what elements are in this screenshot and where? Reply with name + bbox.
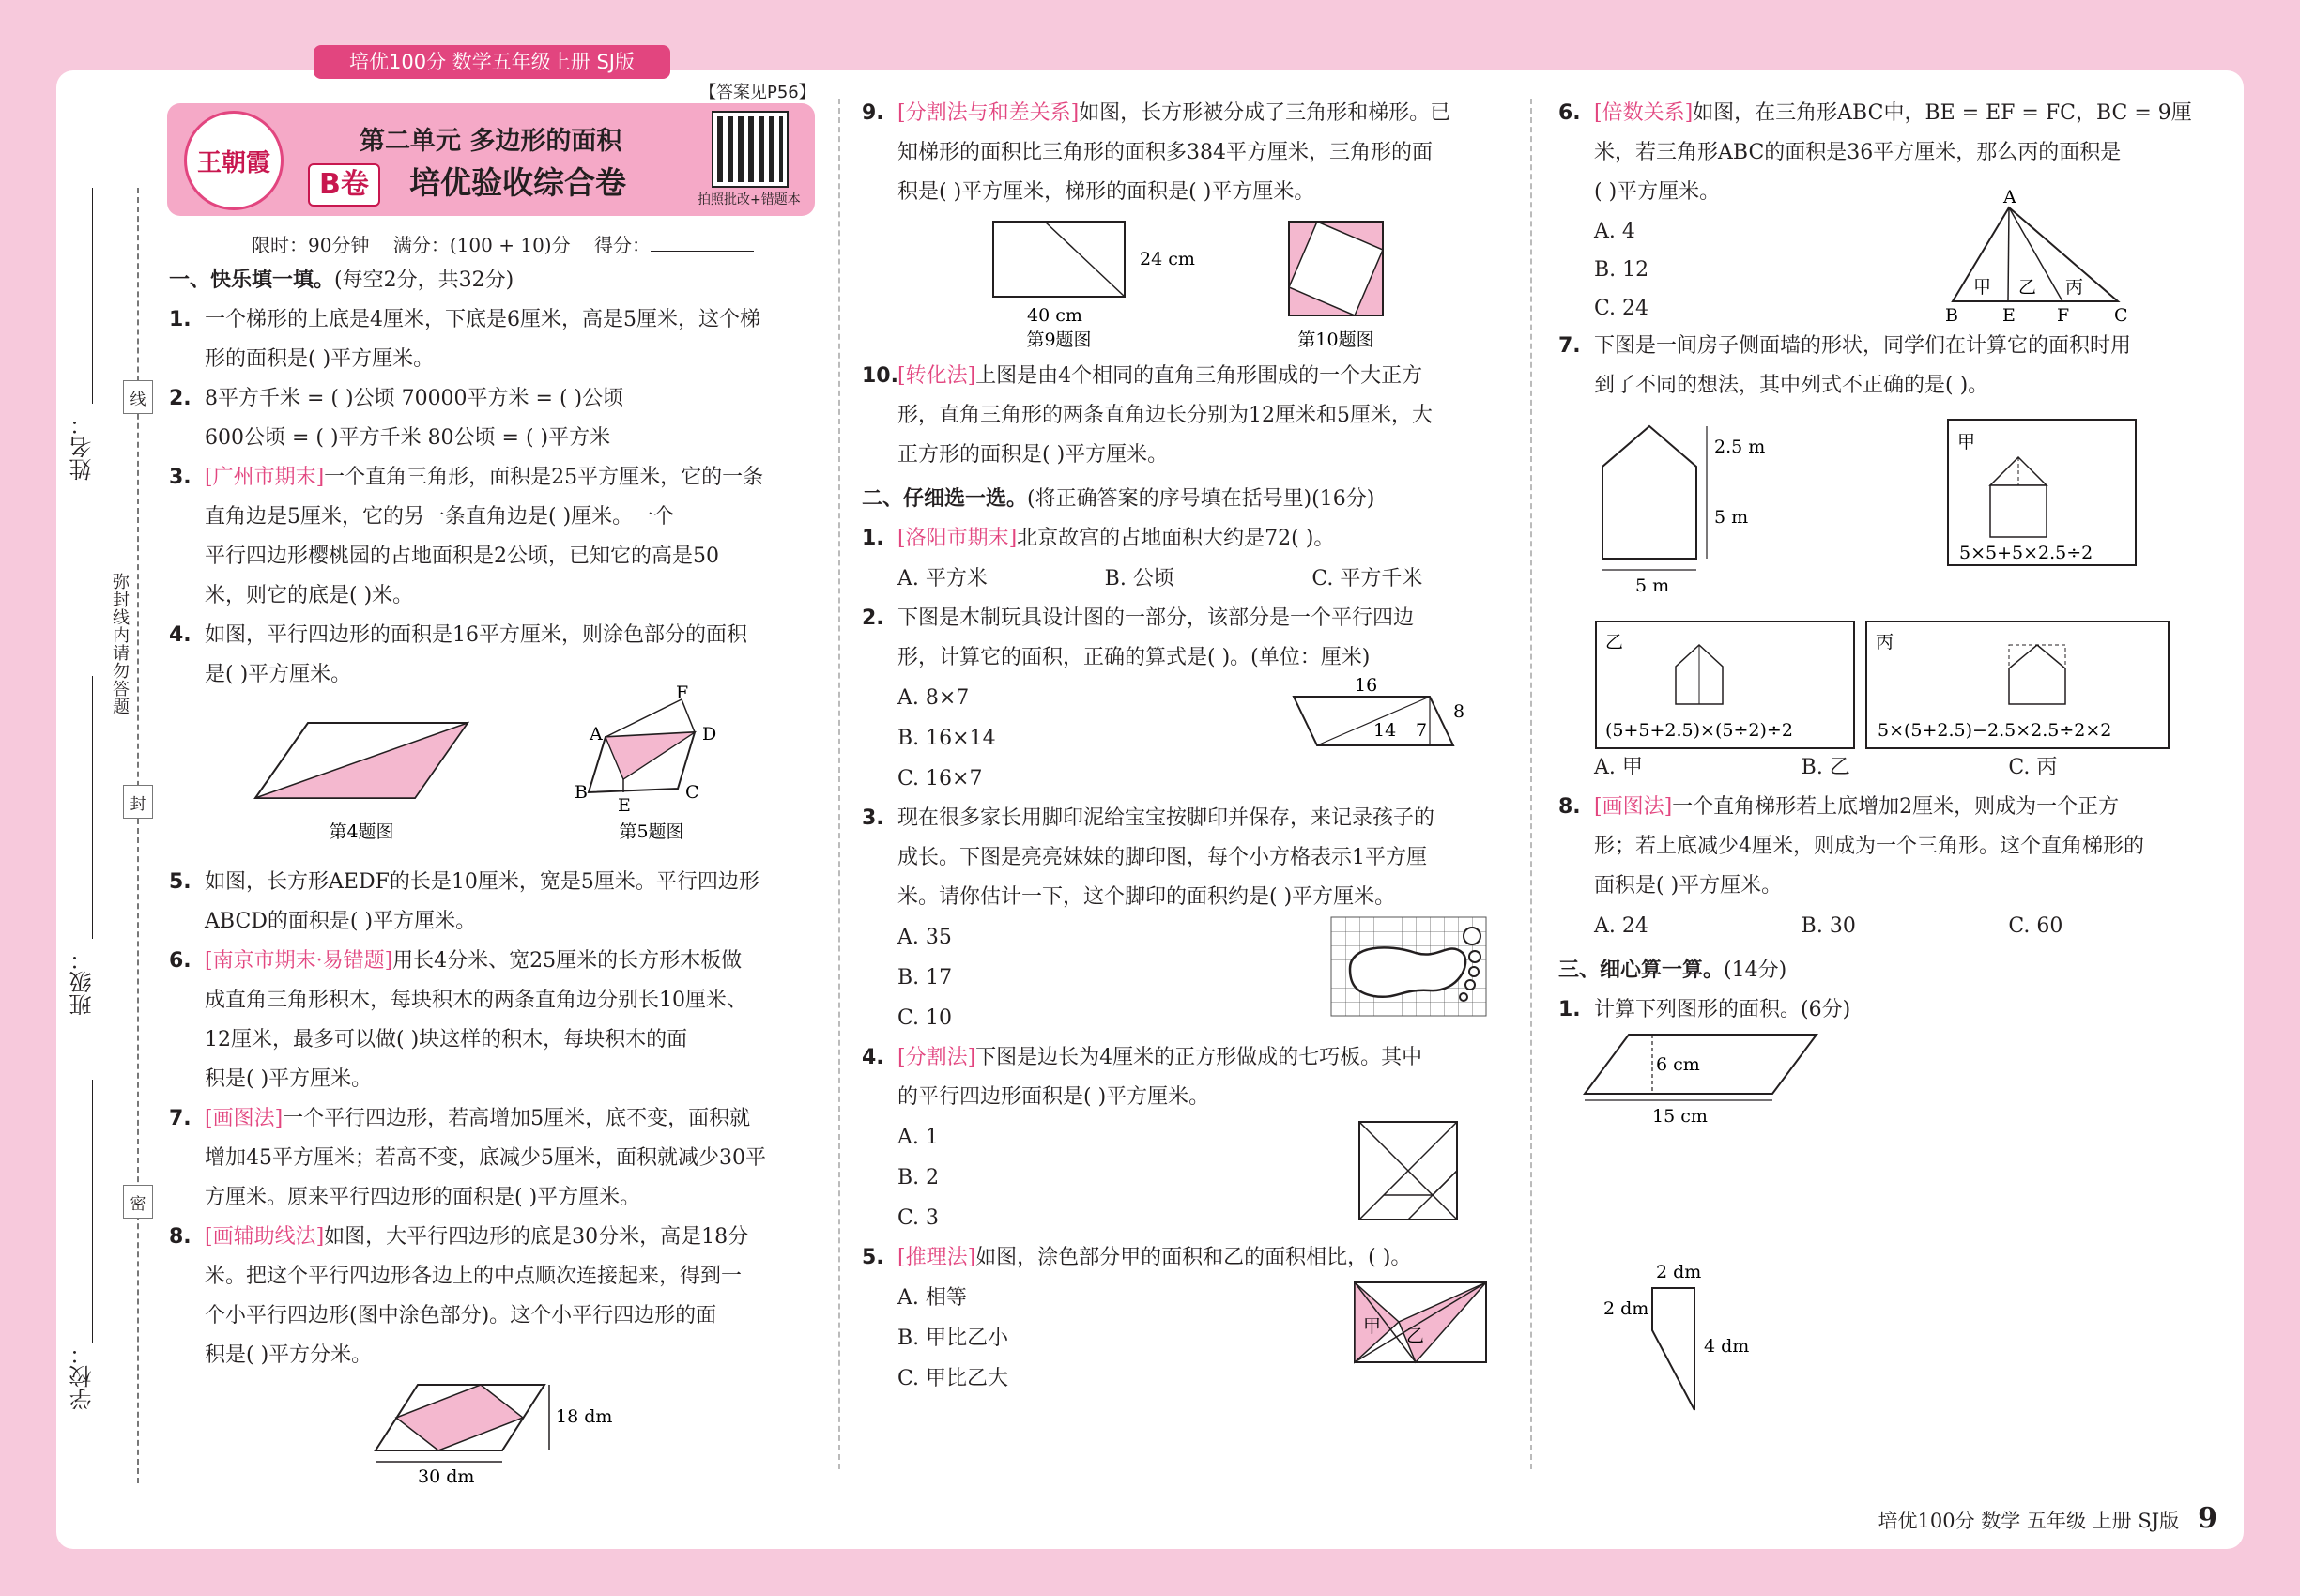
q-text: 积是( )平方分米。 [205, 1343, 373, 1367]
q-text: 形的面积是( )平方厘米。 [205, 347, 435, 371]
q-text: 如图，涂色部分甲的面积和乙的面积相比，( )。 [975, 1246, 1412, 1269]
page-footer [1878, 1502, 2217, 1535]
q-text: 面积是( )平方厘米。 [1594, 874, 1783, 898]
c2-label-16: 16 [1355, 675, 1378, 696]
q-tag: [画图法] [1594, 795, 1673, 819]
answer-reference: 【答案见P56】 [699, 83, 816, 102]
choice-8-options [1594, 906, 2216, 946]
paper-badge: B卷 [308, 163, 380, 207]
qr-code-icon[interactable] [713, 113, 787, 186]
q-number: 5. [862, 1246, 884, 1269]
q-number: 2. [862, 606, 884, 630]
score-blank[interactable] [651, 251, 754, 252]
choice-7-figures [1558, 406, 2216, 744]
option-a[interactable]: A. 35 [897, 926, 952, 949]
calc-trapezoid [1652, 1288, 1694, 1410]
choice-5-body [862, 1278, 1519, 1399]
q-number: 7. [1558, 334, 1581, 358]
option-c[interactable]: C. 24 [1594, 297, 1649, 320]
fig5-label-e: E [618, 795, 631, 816]
option-c[interactable]: C. 60 [2008, 914, 2063, 938]
brand-logo: 王朝霞 [184, 111, 284, 210]
choice-7-options [1594, 747, 2216, 788]
section-3-title [1558, 954, 2216, 983]
c6-label-a: A [2003, 187, 2016, 207]
q-text: 积是( )平方厘米，梯形的面积是( )平方厘米。 [897, 180, 1315, 204]
c2-label-8: 8 [1453, 701, 1465, 722]
q-number: 7. [169, 1107, 192, 1130]
choice-7 [1558, 327, 2216, 406]
qr-caption: 拍照批改+错题本 [698, 192, 801, 207]
q-text: 如图，大平行四边形的底是30分米，高是18分 [324, 1225, 749, 1249]
question-8 [169, 1218, 826, 1375]
fig4-caption: 第4题图 [329, 821, 394, 842]
q-number: 5. [169, 870, 192, 894]
q-tag: [画图法] [205, 1107, 284, 1130]
q-text: 米。请你估计一下，这个脚印的面积约是( )平方厘米。 [897, 885, 1396, 909]
q-text: 600公顷 = ( )平方千米 80公顷 = ( )平方米 [205, 426, 611, 450]
book-tab: 培优100分 数学五年级上册 SJ版 [314, 45, 670, 79]
question-4 [169, 616, 826, 695]
fig5-caption: 第5题图 [619, 821, 684, 842]
calc-trap-right-label: 4 dm [1704, 1336, 1750, 1357]
option-b[interactable]: B. 16×14 [897, 727, 996, 750]
question-5 [169, 863, 826, 942]
c6-label-f: F [2057, 305, 2070, 326]
section-1-note: (每空2分，共32分) [334, 269, 514, 292]
fig8-height-label: 18 dm [556, 1406, 613, 1427]
q-number: 3. [169, 466, 192, 489]
option-c[interactable]: C. 10 [897, 1006, 953, 1030]
page-number: 9 [2198, 1502, 2217, 1535]
option-c[interactable]: C. 3 [897, 1206, 940, 1230]
calc-1 [1558, 990, 2216, 1030]
full-score: 满分：(100 + 10)分 [392, 234, 571, 256]
option-c[interactable]: C. 平方千米 [1311, 567, 1423, 591]
q-text: 直角边是5厘米，它的另一条直角边是( )厘米。一个 [205, 505, 675, 529]
q-number: 9. [862, 101, 884, 125]
fig5-label-b: B [575, 782, 588, 803]
school-label: 学校： [69, 1343, 96, 1410]
option-b[interactable]: B. 12 [1594, 258, 1649, 282]
q-text: 成长。下图是亮亮妹妹的脚印图，每个小方格表示1平方厘 [897, 846, 1427, 869]
calc-para-base-label: 15 cm [1652, 1106, 1708, 1127]
name-line[interactable] [92, 188, 93, 404]
house-wall-label: 5 m [1714, 507, 1749, 528]
fig5-label-f: F [676, 683, 689, 703]
fig9-width-label: 40 cm [1027, 305, 1082, 326]
toe-3 [1469, 967, 1479, 976]
c6-label-yi: 乙 [2018, 277, 2037, 298]
seal-tag-mi: 密 [123, 1185, 153, 1219]
option-b[interactable]: B. 乙 [1801, 756, 1850, 779]
method-jia-label: 甲 [1957, 432, 1976, 453]
class-label: 班级： [69, 948, 96, 1016]
fig5-label-a: A [590, 724, 603, 744]
choice-6-figure [1934, 187, 2140, 326]
house-roof-label: 2.5 m [1714, 437, 1766, 457]
q-number: 1. [1558, 998, 1581, 1021]
choice-3 [862, 799, 1519, 917]
time-limit: 限时：90分钟 [252, 234, 370, 256]
question-3 [169, 458, 826, 616]
q-tag: [分割法与和差关系] [897, 101, 1080, 125]
c6-label-jia: 甲 [1973, 277, 1992, 298]
option-b[interactable]: B. 公顷 [1104, 567, 1174, 591]
q-text: 米，则它的底是( )米。 [205, 584, 414, 607]
q-text: 如图，长方形AEDF的长是10厘米，宽是5厘米。平行四边形 [205, 870, 759, 894]
q-text: 现在很多家长用脚印泥给宝宝按脚印并保存，来记录孩子的 [897, 806, 1435, 830]
choice-2 [862, 599, 1519, 678]
section-2-label: 二、仔细选一选。 [862, 487, 1028, 511]
score-label: 得分： [594, 234, 652, 256]
choice-1-options [897, 559, 1519, 599]
q-text: 成直角三角形积木，每块积木的两条直角边分别长10厘米、 [205, 989, 747, 1012]
c2-label-14: 14 [1373, 720, 1397, 741]
toe-1 [1464, 928, 1480, 944]
q-number: 8. [169, 1225, 192, 1249]
class-line[interactable] [92, 676, 93, 939]
choice-4 [862, 1038, 1519, 1117]
q-text: 计算下列图形的面积。(6分) [1594, 998, 1851, 1021]
column-1 [169, 264, 826, 1492]
column-divider-2 [1530, 99, 1532, 1469]
house-width-label: 5 m [1635, 575, 1670, 596]
q-text: 8平方千米 = ( )公顷 70000平方米 = ( )公顷 [205, 387, 624, 410]
q-text: ( )平方厘米。 [1594, 180, 1721, 204]
q-text: 一个直角梯形若上底增加2厘米，则成为一个正方 [1672, 795, 2120, 819]
fig9-caption: 第9题图 [1026, 330, 1092, 350]
question-2 [169, 379, 826, 458]
seal-tag-xian: 线 [123, 380, 153, 414]
q-text: 平行四边形樱桃园的占地面积是2公顷，已知它的高是50 [205, 545, 719, 568]
q-text: 是( )平方厘米。 [205, 663, 352, 686]
q-number: 6. [1558, 101, 1581, 125]
calc-para-height-label: 6 cm [1656, 1054, 1700, 1075]
calc-figures [1558, 1030, 2216, 1499]
unit-title: 第二单元 多边形的面积 [360, 127, 622, 156]
q-text: 用长4分米、宽25厘米的长方形木板做 [392, 949, 743, 973]
fig9-height-label: 24 cm [1140, 249, 1195, 269]
section-1-label: 一、快乐填一填。 [169, 269, 335, 292]
exam-meta [252, 230, 754, 257]
seal-tag-feng: 封 [123, 785, 153, 819]
header-banner [167, 103, 815, 216]
q-text: 下图是一间房子侧面墙的形状，同学们在计算它的面积时用 [1594, 334, 2132, 358]
q-number: 4. [169, 623, 192, 647]
q-tag: [洛阳市期末] [897, 527, 1018, 550]
option-a[interactable]: A. 1 [897, 1126, 939, 1149]
method-jia-formula: 5×5+5×2.5÷2 [1959, 543, 2093, 563]
toe-4 [1465, 980, 1475, 990]
choice-5 [862, 1238, 1519, 1278]
method-bing-formula: 5×(5+2.5)−2.5×2.5÷2×2 [1878, 720, 2112, 741]
section-2-title [862, 483, 1519, 512]
q-text: 一个梯形的上底是4厘米，下底是6厘米，高是5厘米，这个梯 [205, 308, 760, 331]
method-bing-label: 丙 [1876, 632, 1894, 652]
q-tag: [转化法] [897, 364, 976, 388]
figures-4-5 [169, 683, 826, 859]
tangram-figure [1355, 1117, 1467, 1225]
q-text: 的平行四边形面积是( )平方厘米。 [897, 1085, 1210, 1109]
choice-2-body [862, 675, 1519, 799]
q-text: 北京故宫的占地面积大约是72( )。 [1017, 527, 1335, 550]
question-10 [862, 357, 1519, 475]
q-text: 一个直角三角形，面积是25平方厘米，它的一条 [324, 466, 764, 489]
question-9 [862, 94, 1519, 212]
q-number: 10. [862, 364, 898, 388]
q-text: 形，直角三角形的两条直角边长分别为12厘米和5厘米，大 [897, 404, 1433, 427]
fig9-rect [993, 222, 1125, 297]
c6-line-ae [2008, 207, 2009, 301]
choice-8 [1558, 788, 2216, 906]
q-text: 增加45平方厘米；若高不变，底减少5厘米，面积就减少30平 [205, 1146, 766, 1170]
q-text: 形，计算它的面积，正确的算式是( )。(单位：厘米) [897, 646, 1371, 669]
section-3-note: (14分) [1724, 959, 1787, 982]
school-line[interactable] [92, 1080, 93, 1343]
option-c[interactable]: C. 16×7 [897, 767, 983, 790]
q-text: 下图是边长为4厘米的正方形做成的七巧板。其中 [975, 1046, 1423, 1069]
choice-4-body [862, 1117, 1519, 1238]
section-1-title [169, 264, 826, 293]
option-b[interactable]: B. 30 [1801, 914, 1856, 938]
q-text: 一个平行四边形，若高增加5厘米，底不变，面积就 [283, 1107, 751, 1130]
fig5-label-d: D [702, 724, 717, 744]
option-a[interactable]: A. 24 [1594, 914, 1648, 938]
q-number: 4. [862, 1046, 884, 1069]
choice-1 [862, 519, 1519, 559]
calc-trap-top-label: 2 dm [1656, 1262, 1702, 1282]
toe-5 [1460, 993, 1467, 1001]
q-text: 到了不同的想法，其中列式不正确的是( )。 [1594, 374, 1989, 397]
q-text: 米。把这个平行四边形各边上的中点顺次连接起来，得到一 [205, 1265, 743, 1288]
method-yi-label: 乙 [1605, 632, 1624, 652]
q-text: ABCD的面积是( )平方厘米。 [205, 910, 477, 933]
section-2-note: (将正确答案的序号填在括号里)(16分) [1027, 487, 1375, 511]
calc-trap-left-label: 2 dm [1603, 1298, 1649, 1319]
q-number: 1. [169, 308, 192, 331]
option-a[interactable]: A. 甲 [1594, 756, 1643, 779]
question-1 [169, 300, 826, 379]
house-outline [1602, 426, 1696, 559]
toe-2 [1469, 951, 1480, 962]
q-text: 如图，在三角形ABC中，BE = EF = FC，BC = 9厘 [1693, 101, 2192, 125]
method-yi-formula: (5+5+2.5)×(5÷2)÷2 [1605, 720, 1793, 741]
q-text: 个小平行四边形(图中涂色部分)。这个小平行四边形的面 [205, 1304, 717, 1327]
option-b[interactable]: B. 甲比乙小 [897, 1327, 1009, 1350]
q-tag: [广州市期末] [205, 466, 325, 489]
name-label: 姓名： [69, 413, 96, 481]
option-a[interactable]: A. 8×7 [897, 686, 970, 710]
column-divider-1 [838, 99, 840, 1469]
fig8-base-label: 30 dm [418, 1466, 475, 1487]
question-7 [169, 1099, 826, 1218]
column-3 [1558, 94, 2216, 1503]
q-text: 上图是由4个相同的直角三角形围成的一个大正方 [975, 364, 1423, 388]
q-text: 米，若三角形ABC的面积是36平方厘米，那么丙的面积是 [1594, 141, 2122, 164]
c5-label-yi: 乙 [1406, 1326, 1425, 1346]
q-tag: [南京市期末·易错题] [205, 949, 393, 973]
method-jia-house-body [1990, 485, 2047, 537]
q-text: 方厘米。原来平行四边形的面积是( )平方厘米。 [205, 1186, 641, 1209]
q-tag: [画辅助线法] [205, 1225, 325, 1249]
q-text: 12厘米，最多可以做( )块这样的积木，每块积木的面 [205, 1028, 688, 1051]
q-number: 2. [169, 387, 192, 410]
c5-label-jia: 甲 [1363, 1316, 1382, 1337]
q-number: 1. [862, 527, 884, 550]
figure-8 [169, 1375, 826, 1488]
choice-2-figure [1275, 675, 1491, 772]
q-text: 形；若上底减少4厘米，则成为一个三角形。这个直角梯形的 [1594, 835, 2144, 858]
q-text: 如图，长方形被分成了三角形和梯形。已 [1079, 101, 1451, 125]
figures-9-10 [862, 212, 1519, 353]
option-a[interactable]: A. 4 [1594, 220, 1635, 243]
option-c[interactable]: C. 甲比乙大 [897, 1367, 1009, 1390]
q-tag: [分割法] [897, 1046, 976, 1069]
c2-label-7: 7 [1416, 720, 1428, 741]
q-tag: [推理法] [897, 1246, 976, 1269]
fig5-label-c: C [685, 782, 699, 803]
c6-label-b: B [1945, 305, 1958, 326]
fig10-caption: 第10题图 [1297, 330, 1374, 350]
calc-parallelogram [1585, 1035, 1817, 1094]
c6-label-e: E [2002, 305, 2016, 326]
option-a[interactable]: A. 平方米 [897, 567, 988, 591]
choice-3-body [862, 917, 1519, 1038]
q-text: 积是( )平方厘米。 [205, 1067, 373, 1091]
column-2 [862, 94, 1519, 1399]
question-6 [169, 942, 826, 1099]
q-number: 6. [169, 949, 192, 973]
option-b[interactable]: B. 17 [897, 966, 953, 990]
section-3-label: 三、细心算一算。 [1558, 959, 1725, 982]
c6-label-bing: 丙 [2065, 277, 2084, 298]
seal-note: 弥封线内请勿答题 [110, 573, 130, 715]
paper-title: 培优验收综合卷 [409, 164, 626, 201]
option-c[interactable]: C. 丙 [2008, 756, 2058, 779]
q-text: 知梯形的面积比三角形的面积多384平方厘米，三角形的面 [897, 141, 1433, 164]
q-number: 3. [862, 806, 884, 830]
footprint-grid [1331, 917, 1500, 1021]
q-tag: [倍数关系] [1594, 101, 1694, 125]
footer-text: 培优100分 数学 五年级 上册 SJ版 [1878, 1510, 2180, 1532]
option-a[interactable]: A. 相等 [897, 1286, 967, 1310]
q-number: 8. [1558, 795, 1581, 819]
q-text: 正方形的面积是( )平方厘米。 [897, 443, 1169, 467]
option-b[interactable]: B. 2 [897, 1166, 940, 1189]
c6-label-c: C [2114, 305, 2128, 326]
choice-5-figure [1350, 1278, 1491, 1372]
q-text: 如图，平行四边形的面积是16平方厘米，则涂色部分的面积 [205, 623, 747, 647]
q-text: 下图是木制玩具设计图的一部分，该部分是一个平行四边 [897, 606, 1415, 630]
